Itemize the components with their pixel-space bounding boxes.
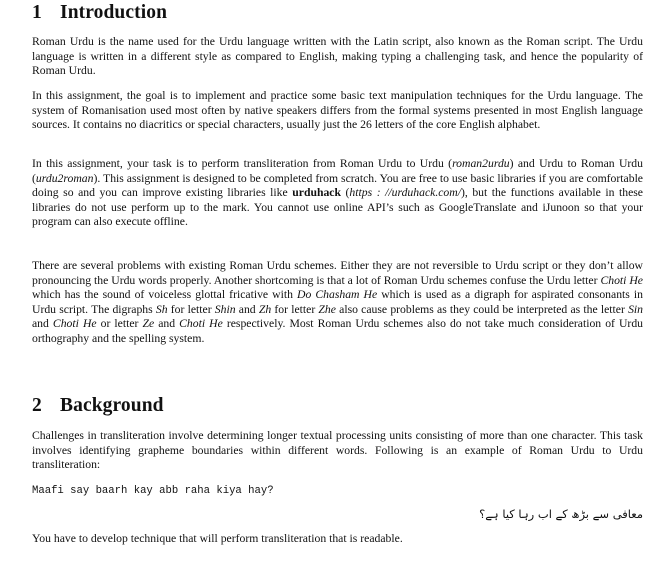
text-span: and (154, 317, 180, 330)
text-span: for letter (167, 302, 215, 316)
italic-term: Ze (142, 317, 155, 330)
roman-urdu-example: Maafi say baarh kay abb raha kiya hay? (32, 485, 274, 497)
italic-term: roman2urdu (452, 157, 510, 170)
text-span: respectively. Most Roman Urdu schemes also do not take much consideration of Urdu orthography and the spelling system. (32, 317, 644, 345)
text-span: for letter (271, 302, 319, 316)
text-span: ). This assignment is designed to be completed from scratch. You are free to use basic libraries if you are comfortable doing so and you can improve existing libraries like (32, 171, 643, 199)
text-span: and (235, 302, 259, 316)
text-span: or letter (96, 317, 143, 330)
section-heading-background (32, 394, 164, 418)
text-span: There are several problems with existing Roman Urdu schemes. Either they are not reversible to Urdu script or they don’t allow pronouncing the Urdu words properly. Another shortcoming is that a lot of Roman Urdu schemes confuse the Urdu letter (32, 259, 643, 287)
italic-term: Sin (628, 302, 643, 316)
section-number: 1 (32, 2, 42, 23)
italic-term: Zhe (318, 302, 336, 316)
text-span: ) and Urdu to Roman Urdu ( (32, 157, 643, 185)
intro-paragraph-3 (32, 157, 643, 230)
text-span: which has the sound of voiceless glottal fricative with (32, 288, 297, 301)
text-span: ( (340, 186, 350, 199)
section-heading-introduction (32, 1, 167, 25)
italic-term: Do Chasham He (297, 288, 378, 301)
section-title: Introduction (60, 2, 168, 23)
urdu-example: معافی سے بڑھ کے اب رہا کیا ہے؟ (479, 507, 643, 521)
text-span: ), but the functions available in these libraries do not use perform up to the mark. You cannot use online API’s such as GoogleTranslate and iJunoon so that your program can also execute offline. (32, 186, 643, 228)
url-text: https : //urduhack.com/ (349, 186, 461, 199)
text-span: also cause problems as they could be interpreted as the letter (335, 302, 629, 316)
italic-term: Sh (155, 302, 168, 316)
italic-term: urdu2roman (35, 171, 94, 185)
intro-paragraph-4 (32, 259, 643, 346)
text-span: In this assignment, your task is to perform transliteration from Roman Urdu to Urdu ( (32, 157, 453, 170)
text-span: and (32, 317, 53, 330)
italic-term: Choti He (179, 317, 223, 330)
italic-term: Shin (214, 302, 236, 316)
intro-paragraph-1: Roman Urdu is the name used for the Urdu language written with the Latin script, also known as the Roman script. The Urdu language is written in a different style as compared to English, making typing a challenging task, and hence the popularity of Roman Urdu. (32, 35, 643, 77)
text-span: which is used as a digraph for aspirated consonants in Urdu script. The digraphs (32, 288, 643, 316)
section-title: Background (60, 395, 164, 416)
bold-term: urduhack (292, 186, 341, 199)
intro-paragraph-2: In this assignment, the goal is to implement and practice some basic text manipulation techniques for the Urdu language. The system of Romanisation used most often by native speakers differs from the formal systems presented in most English language sources. It contains no diacritics or special characters, usually just the 26 letters of the core English alphabet. (32, 89, 643, 131)
italic-term: Zh (258, 302, 272, 316)
italic-term: Choti He (600, 273, 643, 287)
italic-term: Choti He (52, 317, 97, 330)
background-paragraph-1: Challenges in transliteration involve determining longer textual processing units consisting of more than one character. This task involves identifying grapheme boundaries within different words. Following is an example of Roman Urdu to Urdu transliteration: (32, 429, 643, 471)
section-number: 2 (32, 395, 42, 416)
background-paragraph-2: You have to develop technique that will perform transliteration that is readable. (32, 532, 403, 545)
